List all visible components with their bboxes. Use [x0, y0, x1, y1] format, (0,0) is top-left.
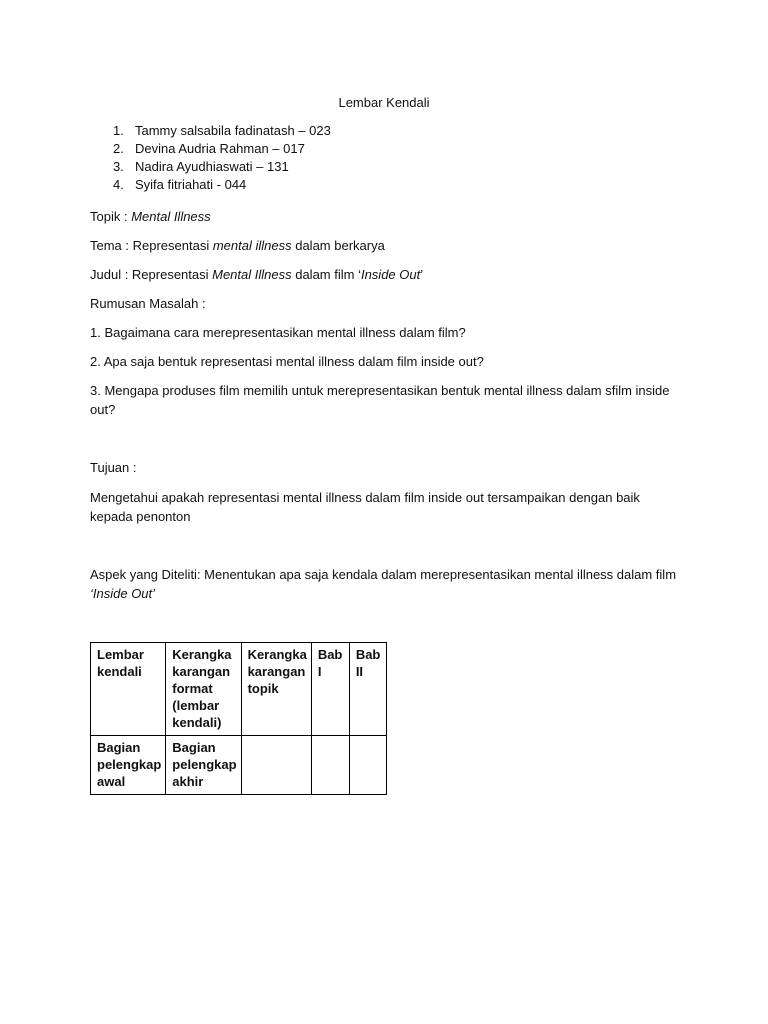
judul-mid: dalam film ‘ [291, 267, 361, 282]
tema-value: mental illness [212, 238, 292, 253]
list-item [113, 176, 331, 194]
rumusan-item-2: 2. Apa saja bentuk representasi mental illness dalam film inside out? [90, 354, 484, 369]
table-cell: Lembar kendali [91, 643, 166, 736]
judul-label: Judul : Representasi [90, 267, 213, 282]
table-row [91, 643, 387, 736]
table-cell: Kerangka karangan topik [241, 643, 311, 736]
topik-value: Mental Illness [131, 209, 211, 224]
member-name: Syifa fitriahati - 044 [135, 177, 247, 192]
rumusan-label: Rumusan Masalah : [90, 296, 206, 311]
judul-line [90, 266, 680, 284]
document-title: Lembar Kendali [338, 95, 430, 110]
table-cell: Bab I [311, 643, 349, 736]
aspek-body: Aspek yang Diteliti: Menentukan apa saja kendala dalam merepresentasikan mental illness dalam film [90, 567, 677, 582]
aspek-film: ‘Inside Out’ [90, 586, 156, 601]
list-item [113, 140, 331, 158]
member-name: Nadira Ayudhiaswati – 131 [135, 159, 289, 174]
tujuan-text: Mengetahui apakah representasi mental illness dalam film inside out tersampaikan dengan baik kepada penonton [90, 490, 640, 524]
list-item [113, 158, 331, 176]
table-cell: Bagian pelengkap akhir [166, 736, 241, 795]
table-cell [311, 736, 349, 795]
table-cell: Bab II [349, 643, 386, 736]
member-name: Devina Audria Rahman – 017 [135, 141, 305, 156]
topik-line [90, 208, 680, 226]
tema-line [90, 237, 680, 255]
topik-label: Topik : [90, 209, 132, 224]
list-number: 2. [113, 141, 124, 156]
member-name: Tammy salsabila fadinatash – 023 [135, 123, 331, 138]
list-item [113, 122, 331, 140]
table-cell [349, 736, 386, 795]
list-number: 4. [113, 177, 124, 192]
tujuan-label: Tujuan : [90, 460, 137, 475]
control-table [90, 642, 387, 795]
member-list [113, 122, 331, 194]
list-number: 1. [113, 123, 124, 138]
rumusan-item-3: 3. Mengapa produses film memilih untuk merepresentasikan bentuk mental illness dalam sfilm inside out? [90, 383, 670, 417]
table-cell [241, 736, 311, 795]
judul-end: ’ [420, 267, 424, 282]
tema-rest: dalam berkarya [291, 238, 385, 253]
aspek-text [90, 565, 680, 603]
list-number: 3. [113, 159, 124, 174]
table-row [91, 736, 387, 795]
tema-label: Tema : Representasi [90, 238, 213, 253]
judul-value: Mental Illness [212, 267, 292, 282]
table-cell: Bagian pelengkap awal [91, 736, 166, 795]
table-cell: Kerangka karangan format (lembar kendali) [166, 643, 241, 736]
judul-film: Inside Out [360, 267, 421, 282]
rumusan-item-1: 1. Bagaimana cara merepresentasikan mental illness dalam film? [90, 325, 466, 340]
